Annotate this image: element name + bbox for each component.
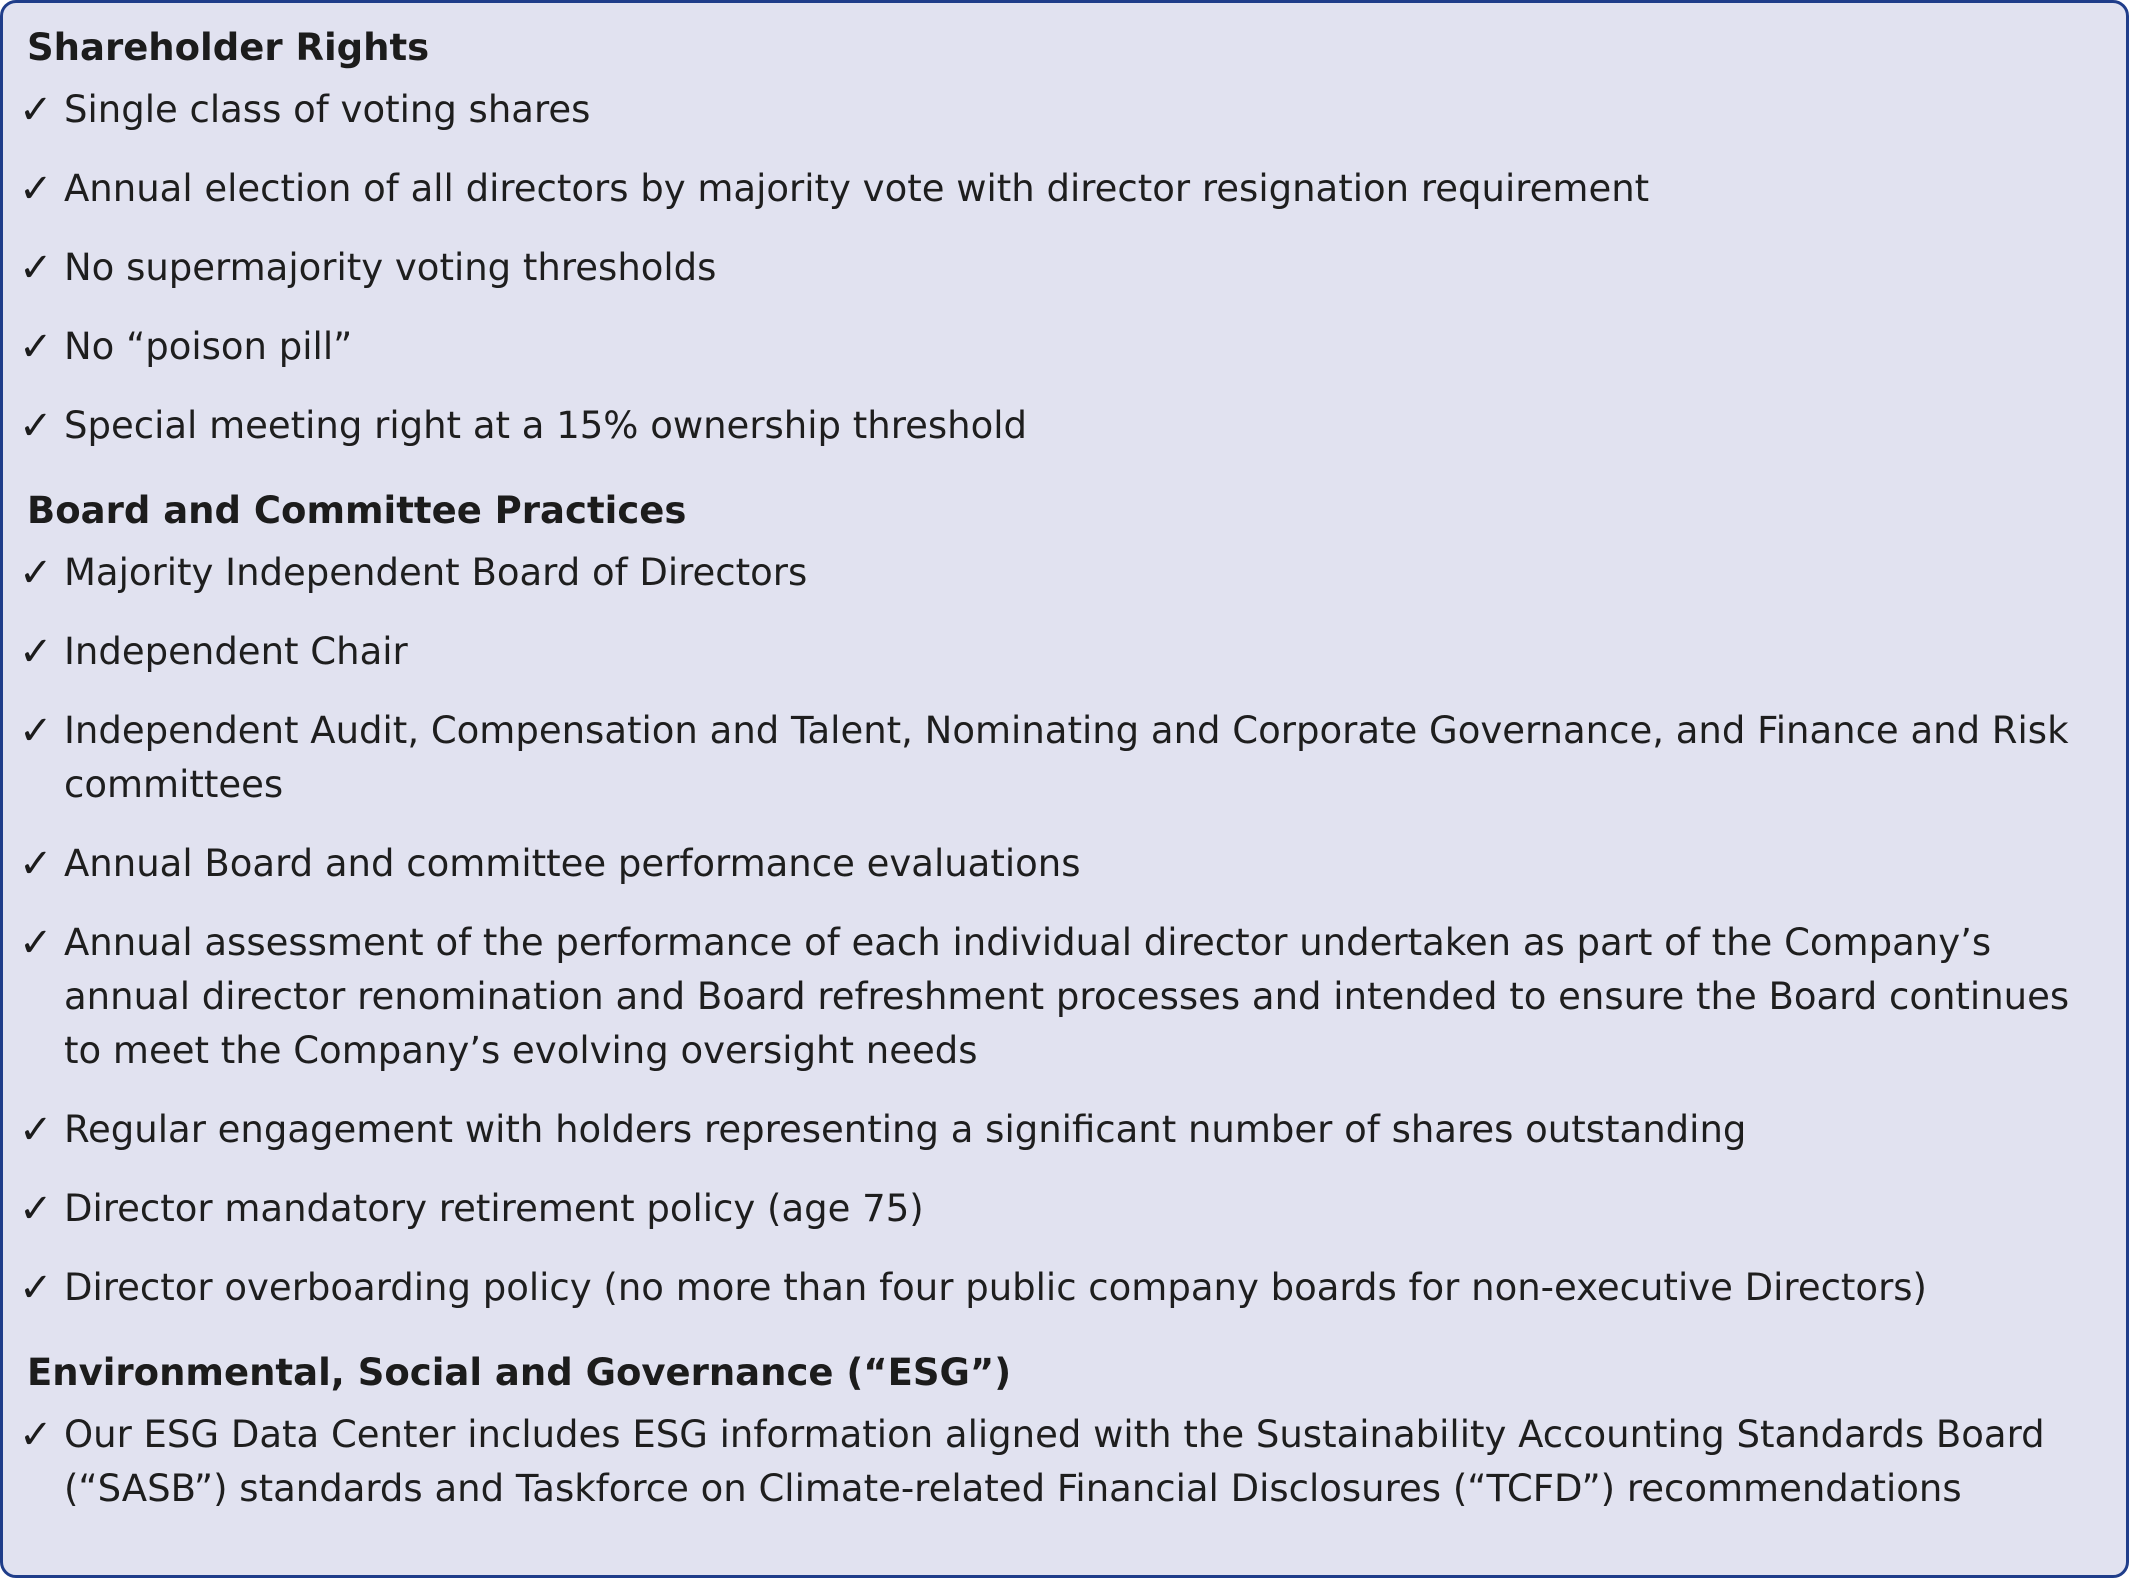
section-heading-board-committee-practices: Board and Committee Practices (27, 489, 687, 532)
checkmark-icon: ✓ (19, 1107, 53, 1153)
list-item (19, 1408, 2106, 1516)
list-item (19, 1182, 2106, 1236)
checkmark-icon: ✓ (19, 629, 53, 675)
list-item (19, 837, 2106, 891)
list-item (19, 916, 2106, 1078)
list-item (19, 546, 2106, 600)
checkmark-icon: ✓ (19, 87, 53, 133)
list-item-text: Director overboarding policy (no more than four public company boards for non-executive Directors) (64, 1266, 1927, 1309)
list-item-text: Annual election of all directors by majority vote with director resignation requirement (64, 167, 1650, 210)
list-item-text: Regular engagement with holders representing a significant number of shares outstanding (64, 1108, 1747, 1151)
checkmark-icon: ✓ (19, 245, 53, 291)
list-item (19, 241, 2106, 295)
list-item (19, 399, 2106, 453)
list-item (19, 162, 2106, 216)
list-item-text: Director mandatory retirement policy (age 75) (64, 1187, 924, 1230)
list-item (19, 1103, 2106, 1157)
list-item-text: Independent Audit, Compensation and Talent, Nominating and Corporate Governance, and Finance and Risk committees (64, 709, 2069, 806)
section-heading-esg: Environmental, Social and Governance (“ESG”) (27, 1351, 1012, 1394)
checkmark-icon: ✓ (19, 708, 53, 754)
list-item-text: Our ESG Data Center includes ESG information aligned with the Sustainability Accounting Standards Board (“SASB”) standards and Taskforce on Climate-related Financial Disclosures (“TCFD”) recommendations (64, 1413, 2045, 1510)
list-item (19, 625, 2106, 679)
checkmark-icon: ✓ (19, 403, 53, 449)
governance-list (19, 21, 2106, 1516)
checkmark-icon: ✓ (19, 166, 53, 212)
checkmark-icon: ✓ (19, 324, 53, 370)
list-item (19, 1261, 2106, 1315)
list-item-text: Special meeting right at a 15% ownership threshold (64, 404, 1028, 447)
checkmark-icon: ✓ (19, 920, 53, 966)
list-item-text: No “poison pill” (64, 325, 353, 368)
list-item (19, 704, 2106, 812)
list-item-text: Annual Board and committee performance evaluations (64, 842, 1081, 885)
list-item-text: Single class of voting shares (64, 88, 591, 131)
checkmark-icon: ✓ (19, 1186, 53, 1232)
section-heading-shareholder-rights: Shareholder Rights (27, 26, 430, 69)
list-item (19, 83, 2106, 137)
list-item-text: Majority Independent Board of Directors (64, 551, 808, 594)
checkmark-icon: ✓ (19, 550, 53, 596)
list-item (19, 320, 2106, 374)
list-item-text: Annual assessment of the performance of each individual director undertaken as part of the Company’s annual director renomination and Board refreshment processes and intended to ensure the Board continues to meet the Company’s evolving oversight needs (64, 921, 2070, 1072)
checkmark-icon: ✓ (19, 1412, 53, 1458)
checkmark-icon: ✓ (19, 841, 53, 887)
checkmark-icon: ✓ (19, 1265, 53, 1311)
list-item-text: Independent Chair (64, 630, 408, 673)
list-item-text: No supermajority voting thresholds (64, 246, 717, 289)
